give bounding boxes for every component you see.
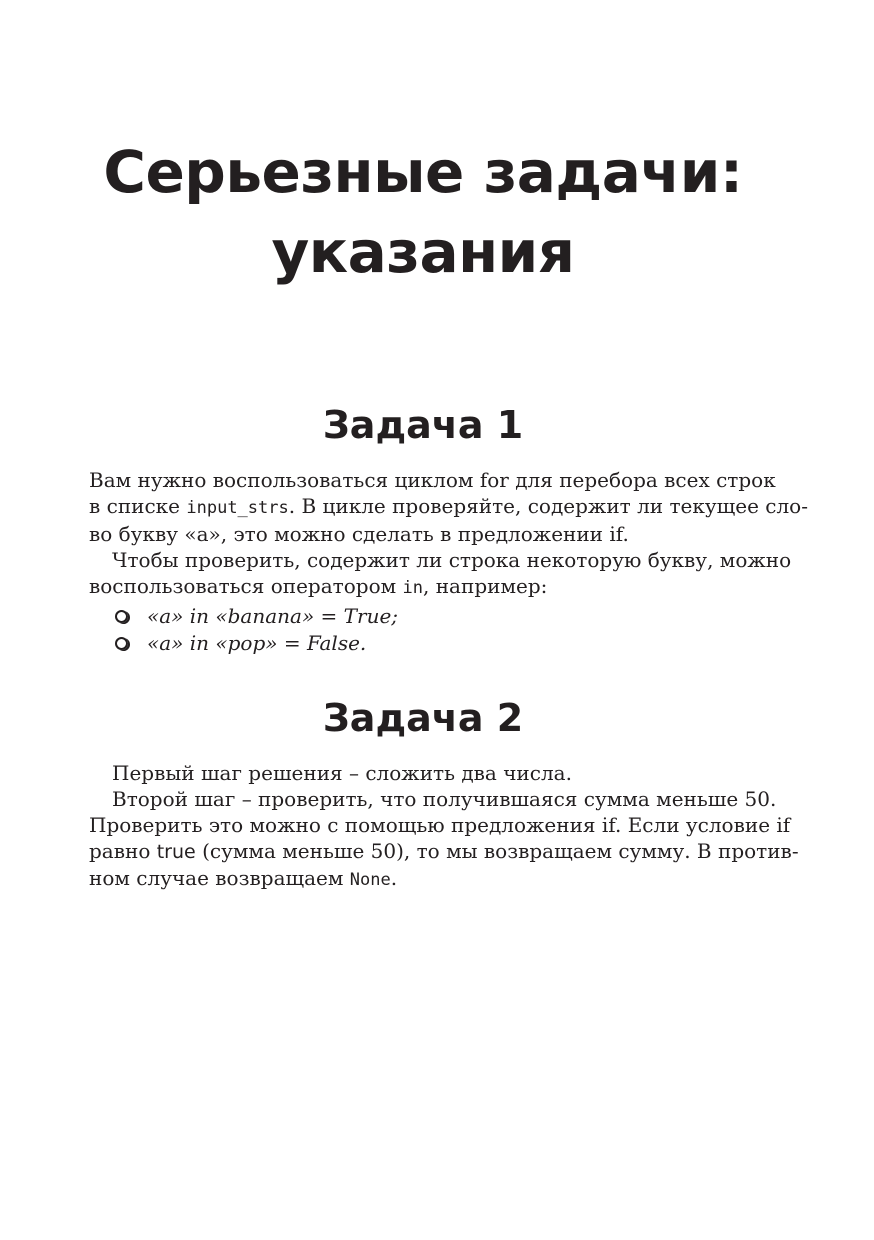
- task-2-p2-line-1: Второй шаг – проверить, что получившаяся сумма меньше 50.: [112, 787, 777, 811]
- example-list: [115, 603, 398, 657]
- task-1-heading: Задача 1: [322, 403, 524, 447]
- task-2-p2-line-2: Проверить это можно с помощью предложения if. Если условие if: [89, 813, 791, 837]
- list-item: [115, 630, 398, 657]
- circle-bullet-icon: [115, 637, 128, 650]
- task-2-p2-line-3: [89, 838, 799, 865]
- inline-code: input_strs: [186, 498, 289, 518]
- inline-code: None: [349, 870, 391, 890]
- task-2-heading: Задача 2: [322, 696, 524, 740]
- text-fragment: ном случае возвращаем: [89, 866, 350, 890]
- task-2-text: [89, 760, 799, 893]
- circle-bullet-icon: [115, 610, 128, 623]
- inline-keyword: true: [156, 841, 196, 863]
- inline-code: in: [402, 578, 424, 598]
- page-title-line-2: указания: [271, 218, 575, 286]
- text-fragment: (сумма меньше 50), то мы возвращаем сумму. В против-: [195, 839, 799, 863]
- list-item-text: «a» in «banana» = True;: [147, 604, 399, 628]
- text-fragment: , например:: [423, 574, 548, 598]
- task-1-p2-line-2: [89, 573, 756, 601]
- text-fragment: воспользоваться оператором: [89, 574, 403, 598]
- task-2-p2-line-4: [89, 865, 756, 893]
- list-item-text: «a» in «pop» = False.: [147, 631, 367, 655]
- list-item: [115, 603, 398, 630]
- task-1-p1-line-1: Вам нужно воспользоваться циклом for для перебора всех строк: [89, 468, 776, 492]
- task-1-p1-line-3: во букву «а», это можно сделать в предложении if.: [89, 522, 629, 546]
- text-fragment: .: [390, 866, 398, 890]
- text-fragment: . В цикле проверяйте, содержит ли текущее сло-: [288, 494, 808, 518]
- task-1-text: [89, 467, 808, 601]
- page-title-line-1: Серьезные задачи:: [103, 138, 743, 206]
- task-1-p2-line-1: Чтобы проверить, содержит ли строка некоторую букву, можно: [112, 548, 792, 572]
- text-fragment: равно: [89, 839, 157, 863]
- task-1-p1-line-2: [89, 493, 808, 521]
- text-fragment: в списке: [89, 494, 187, 518]
- task-2-p1-line-1: Первый шаг решения – сложить два числа.: [112, 761, 572, 785]
